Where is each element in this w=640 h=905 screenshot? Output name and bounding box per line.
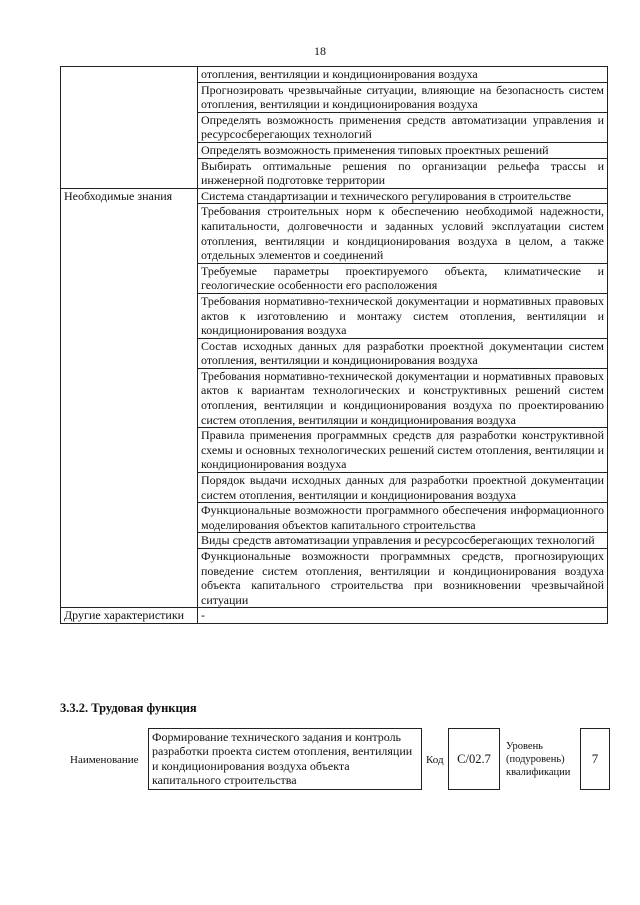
code-label: Код: [426, 754, 444, 766]
row-label-knowledge: Необходимые знания: [61, 188, 198, 608]
table-cell: отопления, вентиляции и кондиционирования воздуха: [198, 67, 608, 83]
table-cell: Порядок выдачи исходных данных для разработки проектной документации систем отопления, вентиляции и кондиционирования воздуха: [198, 473, 608, 503]
table-row: [61, 188, 608, 204]
table-cell: Требования нормативно-технической документации и нормативных правовых актов к изготовлению и монтажу систем отопления, вентиляции и кондиционирования воздуха: [198, 293, 608, 338]
table-row: [61, 67, 608, 83]
name-value-box: Формирование технического задания и контроль разработки проекта систем отопления, вентиляции и кондиционирования воздуха объекта капитального строительства: [148, 728, 422, 790]
table-cell: Прогнозировать чрезвычайные ситуации, влияющие на безопасность систем отопления, вентиляции и кондиционирования воздуха: [198, 82, 608, 112]
table-cell: Виды средств автоматизации управления и ресурсосберегающих технологий: [198, 533, 608, 549]
name-label: Наименование: [70, 754, 139, 766]
level-label: Уровень (подуровень) квалификации: [506, 741, 571, 778]
table-cell: Требуемые параметры проектируемого объекта, климатические и геологические особенности его расположения: [198, 263, 608, 293]
level-value-box: 7: [580, 728, 610, 790]
table-cell: -: [198, 608, 608, 624]
table-cell: Правила применения программных средств для разработки конструктивной схемы и основных технологических решений систем отопления, вентиляции и кондиционирования воздуха: [198, 428, 608, 473]
table-cell: Функциональные возможности программного обеспечения информационного моделирования объектов капитального строительства: [198, 503, 608, 533]
table-cell: Состав исходных данных для разработки проектной документации систем отопления, вентиляции и кондиционирования воздуха: [198, 338, 608, 368]
table-row: [61, 608, 608, 624]
section-heading: 3.3.2. Трудовая функция: [60, 701, 197, 715]
table-cell: Требования строительных норм к обеспечению необходимой надежности, капитальности, долговечности и заданных условий эксплуатации систем отопления, вентиляции и кондиционирования воздуха в целом, а также отдельных элементов и соединений: [198, 204, 608, 263]
row-label-skills-continued: [61, 67, 198, 189]
table-cell: Выбирать оптимальные решения по организации рельефа трассы и инженерной подготовке территории: [198, 158, 608, 188]
code-value-box: C/02.7: [448, 728, 500, 790]
page-number: 18: [314, 44, 326, 58]
table-cell: Определять возможность применения средств автоматизации управления и ресурсосберегающих технологий: [198, 112, 608, 142]
table-cell: Требования нормативно-технической документации и нормативных правовых актов к вариантам технологических и конструктивных решений систем отопления, вентиляции и кондиционирования воздуха по проектированию систем отопления, вентиляции и кондиционирования воздуха: [198, 368, 608, 427]
knowledge-table: [60, 66, 608, 624]
row-label-other: Другие характеристики: [61, 608, 198, 624]
table-cell: Функциональные возможности программных средств, прогнозирующих поведение систем отопления, вентиляции и кондиционирования воздуха объекта капитального строительства при возникновении чрезвычайной ситуации: [198, 549, 608, 608]
table-cell: Определять возможность применения типовых проектных решений: [198, 142, 608, 158]
table-cell: Система стандартизации и технического регулирования в строительстве: [198, 188, 608, 204]
labor-function-row: [60, 728, 610, 798]
